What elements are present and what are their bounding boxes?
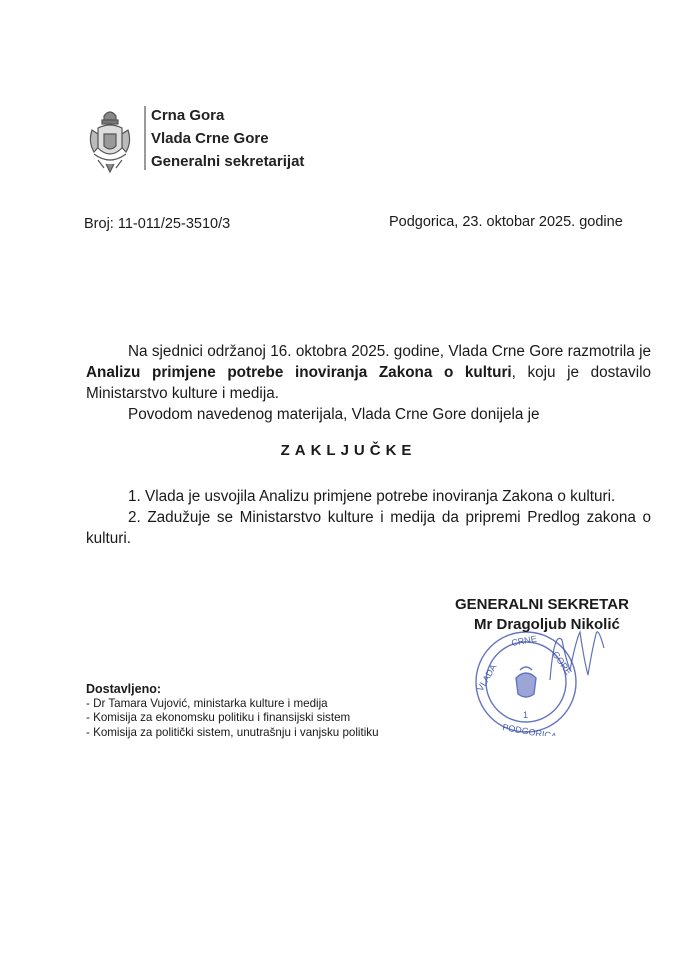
reference-number: Broj: 11-011/25-3510/3 [84,216,231,232]
svg-text:PODGORICA: PODGORICA [501,722,558,736]
signatory-title: GENERALNI SEKRETAR [455,596,629,613]
para1-text-end: , koju je dostavilo Ministarstvo kulture i medija. [86,364,652,402]
conclusion-item: 1. Vlada je usvojila Analizu primjene potrebe inoviranja Zakona o kulturi. [128,488,616,505]
distribution-recipient: - Komisija za ekonomsku politiku i finansijski sistem [86,711,351,724]
document-title-bold: Analizu primjene potrebe inoviranja Zakona o kulturi [86,364,512,381]
distribution-recipient: - Dr Tamara Vujović, ministarka kulture i medija [86,696,328,710]
body-paragraph-1 [86,341,651,404]
conclusions-list [86,486,651,549]
signatory-name: Mr Dragoljub Nikolić [474,616,620,633]
distribution-list [86,682,379,740]
place-date: Podgorica, 23. oktobar 2025. godine [389,214,623,230]
svg-text:VLADA: VLADA [475,662,499,693]
para1-text-start: Na sjednici održanoj 16. oktobra 2025. godine, Vlada Crne Gore razmotrila je [128,343,651,360]
body-paragraph-2: Povodom navedenog materijala, Vlada Crne Gore donijela je [128,406,540,423]
svg-text:CRNE: CRNE [510,633,538,648]
coat-of-arms-icon [84,108,136,176]
distribution-recipient: - Komisija za politički sistem, unutrašnju i vanjsku politiku [86,725,379,739]
svg-text:1: 1 [523,710,529,720]
letterhead [151,104,304,173]
letterhead-secretariat: Generalni sekretarijat [151,153,305,170]
conclusions-heading: ZAKLJUČKE [280,442,417,459]
letterhead-country: Crna Gora [151,107,225,124]
letterhead-government: Vlada Crne Gore [151,130,269,147]
conclusion-item: 2. Zadužuje se Ministarstvo kulture i medija da pripremi Predlog zakona o kulturi. [86,509,651,547]
header-divider [144,106,146,170]
svg-text:GORE: GORE [550,649,574,677]
distribution-title: Dostavljeno: [86,682,162,696]
